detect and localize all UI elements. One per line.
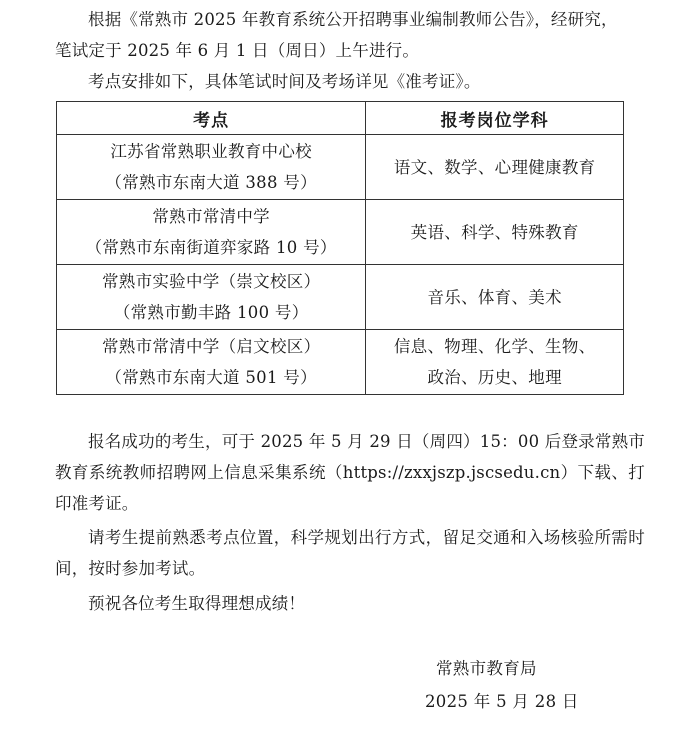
table-header-row <box>57 102 624 135</box>
intro-line-1: 根据《常熟市 2025 年教育系统公开招聘事业编制教师公告》，经研究， <box>88 10 618 29</box>
subjects-cell <box>366 265 624 330</box>
site-address: （常熟市东南街道弈家路 10 号） <box>85 238 337 257</box>
site-name: 常熟市常清中学（启文校区） <box>101 337 321 356</box>
site-cell <box>57 265 366 330</box>
subjects-line: 音乐、体育、美术 <box>427 287 562 307</box>
table-row <box>57 135 624 200</box>
admission-ticket-paragraph: 报名成功的考生，可于 2025 年 5 月 29 日（周四）15：00 后登录常熟市教育系统教师招聘网上信息采集系统（https://zxxjszp.jscsedu.cn）下载、打印准考证。 <box>55 432 645 513</box>
site-cell <box>57 200 366 265</box>
table-row <box>57 330 624 395</box>
subjects-cell <box>366 330 624 395</box>
intro-line-3: 考点安排如下，具体笔试时间及考场详见《准考证》。 <box>88 72 481 91</box>
site-address: （常熟市东南大道 501 号） <box>105 368 317 387</box>
site-name: 常熟市实验中学（崇文校区） <box>101 272 321 291</box>
subjects-line: 政治、历史、地理 <box>427 368 562 387</box>
site-name: 江苏省常熟职业教育中心校 <box>110 142 312 161</box>
subjects-line: 信息、物理、化学、生物、 <box>393 337 596 356</box>
wish-paragraph: 预祝各位考生取得理想成绩！ <box>88 594 306 613</box>
site-address: （常熟市东南大道 388 号） <box>105 173 317 192</box>
header-site: 考点 <box>57 102 366 135</box>
site-address: （常熟市勤丰路 100 号） <box>113 303 309 322</box>
table-row <box>57 265 624 330</box>
subjects-cell <box>366 200 624 265</box>
subjects-cell <box>366 135 624 200</box>
subjects-line: 语文、数学、心理健康教育 <box>393 157 596 177</box>
exam-site-table <box>56 101 624 395</box>
site-name: 常熟市常清中学 <box>152 207 270 226</box>
header-subjects: 报考岗位学科 <box>366 102 624 135</box>
reminder-paragraph: 请考生提前熟悉考点位置，科学规划出行方式，留足交通和入场核验所需时间，按时参加考试。 <box>55 528 645 578</box>
table-row <box>57 200 624 265</box>
issuer-signature: 常熟市教育局 <box>436 659 537 678</box>
site-cell <box>57 330 366 395</box>
issue-date: 2025 年 5 月 28 日 <box>425 692 579 711</box>
site-cell <box>57 135 366 200</box>
intro-line-2: 笔试定于 2025 年 6 月 1 日（周日）上午进行。 <box>55 41 420 60</box>
subjects-line: 英语、科学、特殊教育 <box>410 222 579 242</box>
intro-paragraph <box>55 4 645 97</box>
